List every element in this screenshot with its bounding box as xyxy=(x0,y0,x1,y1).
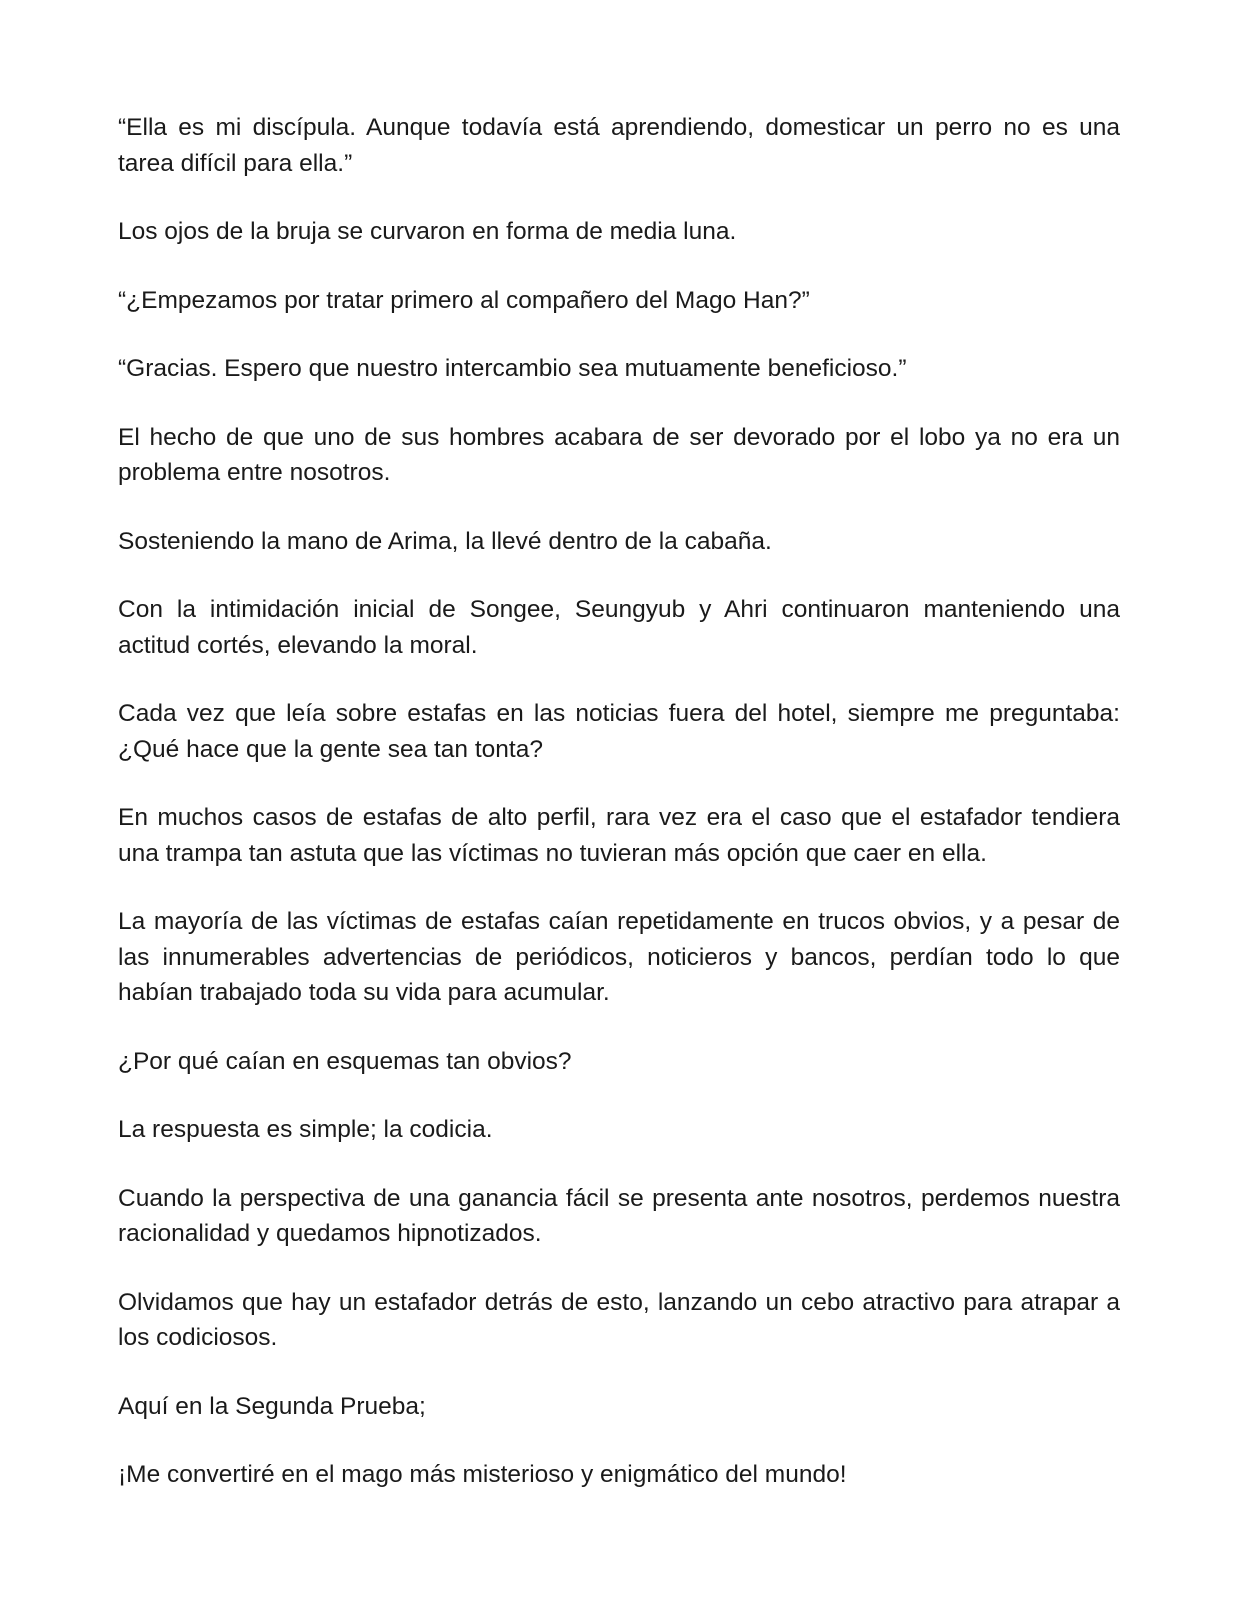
paragraph: Sosteniendo la mano de Arima, la llevé dentro de la cabaña. xyxy=(118,527,772,555)
paragraph: Cuando la perspectiva de una ganancia fácil se presenta ante nosotros, perdemos nuestra racionalidad y quedamos hipnotizados. xyxy=(118,1184,1120,1247)
document-body xyxy=(118,110,1120,1493)
paragraph: Cada vez que leía sobre estafas en las noticias fuera del hotel, siempre me preguntaba: ¿Qué hace que la gente sea tan tonta? xyxy=(118,700,1120,763)
paragraph: Con la intimidación inicial de Songee, Seungyub y Ahri continuaron manteniendo una actitud cortés, elevando la moral. xyxy=(118,596,1120,659)
paragraph: ¿Por qué caían en esquemas tan obvios? xyxy=(118,1047,572,1075)
paragraph: En muchos casos de estafas de alto perfil, rara vez era el caso que el estafador tendiera una trampa tan astuta que las víctimas no tuvieran más opción que caer en ella. xyxy=(118,804,1120,867)
paragraph: ¡Me convertiré en el mago más misterioso y enigmático del mundo! xyxy=(118,1461,847,1488)
paragraph: La mayoría de las víctimas de estafas caían repetidamente en trucos obvios, y a pesar de las innumerables advertencias de periódicos, noticieros y bancos, perdían todo lo que habían trabajado toda su vida para acumular. xyxy=(118,908,1120,1006)
paragraph: Olvidamos que hay un estafador detrás de esto, lanzando un cebo atractivo para atrapar a los codiciosos. xyxy=(118,1288,1120,1351)
paragraph: “¿Empezamos por tratar primero al compañero del Mago Han?” xyxy=(118,286,810,314)
paragraph: El hecho de que uno de sus hombres acabara de ser devorado por el lobo ya no era un problema entre nosotros. xyxy=(118,423,1120,486)
paragraph: “Ella es mi discípula. Aunque todavía está aprendiendo, domesticar un perro no es una tarea difícil para ella.” xyxy=(118,114,1120,177)
paragraph: “Gracias. Espero que nuestro intercambio sea mutuamente beneficioso.” xyxy=(118,355,907,382)
paragraph: La respuesta es simple; la codicia. xyxy=(118,1116,493,1143)
paragraph: Aquí en la Segunda Prueba; xyxy=(118,1392,426,1420)
paragraph: Los ojos de la bruja se curvaron en forma de media luna. xyxy=(118,218,737,245)
